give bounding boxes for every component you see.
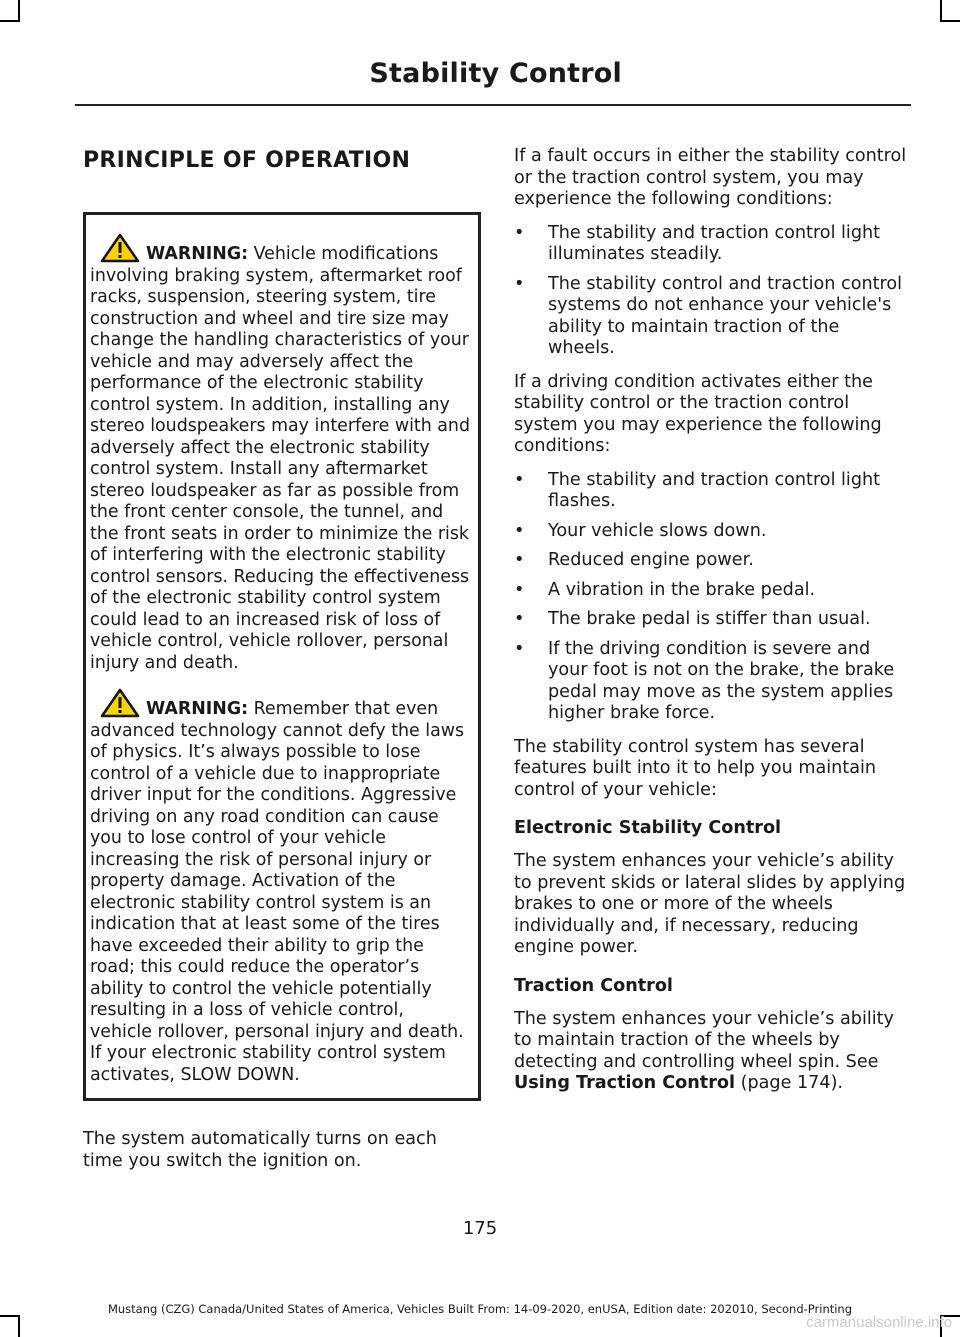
list-item: • The stability and traction control light illuminates steadily. — [514, 223, 910, 266]
watermark: carmanualsonline.info — [806, 1314, 952, 1331]
warning-box — [83, 212, 481, 1101]
crop-mark — [18, 1315, 20, 1337]
list-item: • The stability control and traction control systems do not enhance your vehicle's ability to maintain traction of the wheels. — [514, 274, 910, 360]
body-paragraph: If a fault occurs in either the stability control or the traction control system, you may experience the following conditions: — [514, 146, 907, 209]
esc-heading: Electronic Stability Control — [514, 818, 782, 838]
crop-mark — [0, 20, 20, 22]
crop-mark — [18, 0, 20, 22]
left-column — [83, 130, 473, 1172]
fault-conditions-list — [514, 223, 910, 360]
warning-paragraph — [90, 233, 470, 674]
list-item: • The brake pedal is stiffer than usual. — [514, 609, 910, 631]
tc-text: The system enhances your vehicle’s ability to maintain traction of the wheels by detecting and controlling wheel spin. See — [514, 1008, 894, 1072]
warning-text: Remember that even advanced technology cannot defy the laws of physics. It’s always possible to lose control of a vehicle due to inappropriate driver input for the conditions. Aggressive driving on any road condition can cause you to lose control of your vehicle increasing the risk of personal injury or property damage. Activation of the electronic stability control system is an indication that at least some of the tires have exceeded their ability to grip the road; this could reduce the operator’s ability to control the vehicle potentially resulting in a loss of vehicle control, vehicle rollover, personal injury and death. If your electronic stability control system activates, SLOW DOWN. — [90, 699, 465, 1085]
right-column — [514, 146, 910, 1095]
warning-triangle-icon — [100, 688, 140, 718]
section-title: PRINCIPLE OF OPERATION — [83, 148, 411, 173]
traction-control-heading: Traction Control — [514, 975, 673, 996]
page-reference: (page 174). — [735, 1073, 844, 1093]
page-header-title: Stability Control — [369, 58, 622, 89]
list-item: • If the driving condition is severe and your foot is not on the brake, the brake pedal may move as the system applies higher brake force. — [514, 639, 910, 725]
footer-text: Mustang (CZG) Canada/United States of America, Vehicles Built From: 14-09-2020, enUSA, Edition date: 202010, Second-Printing — [107, 1302, 853, 1316]
body-paragraph: The system enhances your vehicle’s ability to prevent skids or lateral slides by applying brakes to one or more of the wheels individually and, if necessary, reducing engine power. — [514, 851, 906, 957]
page-number: 175 — [462, 1218, 498, 1239]
body-paragraph: The stability control system has several features built into it to help you maintain control of your vehicle: — [514, 736, 877, 800]
driving-conditions-list — [514, 470, 910, 725]
list-item: • Your vehicle slows down. — [514, 521, 910, 543]
body-paragraph — [514, 1009, 910, 1095]
using-traction-control-link[interactable]: Using Traction Control — [514, 1073, 735, 1093]
warning-triangle-icon — [100, 233, 140, 263]
list-item: • Reduced engine power. — [514, 550, 910, 572]
crop-mark — [940, 20, 960, 22]
list-item: • A vibration in the brake pedal. — [514, 580, 910, 602]
warning-label: WARNING: — [146, 699, 249, 719]
warning-label: WARNING: — [146, 244, 249, 264]
list-item: • The stability and traction control light flashes. — [514, 470, 910, 513]
warning-paragraph — [90, 688, 470, 1086]
header-divider — [75, 104, 911, 106]
warning-text: Vehicle modifications involving braking system, aftermarket roof racks, suspension, steering system, tire construction and wheel and tire size may change the handling characteristics of your vehicle and may adversely affect the performance of the electronic stability control system. In addition, installing any stereo loudspeakers may interfere with and adversely affect the electronic stability control system. Install any aftermarket stereo loudspeaker as far as possible from the front center console, the tunnel, and the front seats in order to minimize the risk of interfering with the electronic stability control sensors. Reducing the effectiveness of the electronic stability control system could lead to an increased risk of loss of vehicle control, vehicle rollover, personal injury and death. — [90, 244, 470, 673]
crop-mark — [940, 0, 942, 22]
body-paragraph: If a driving condition activates either the stability control or the traction control system you may experience the following conditions: — [514, 371, 882, 456]
body-paragraph: The system automatically turns on each time you switch the ignition on. — [83, 1129, 437, 1171]
